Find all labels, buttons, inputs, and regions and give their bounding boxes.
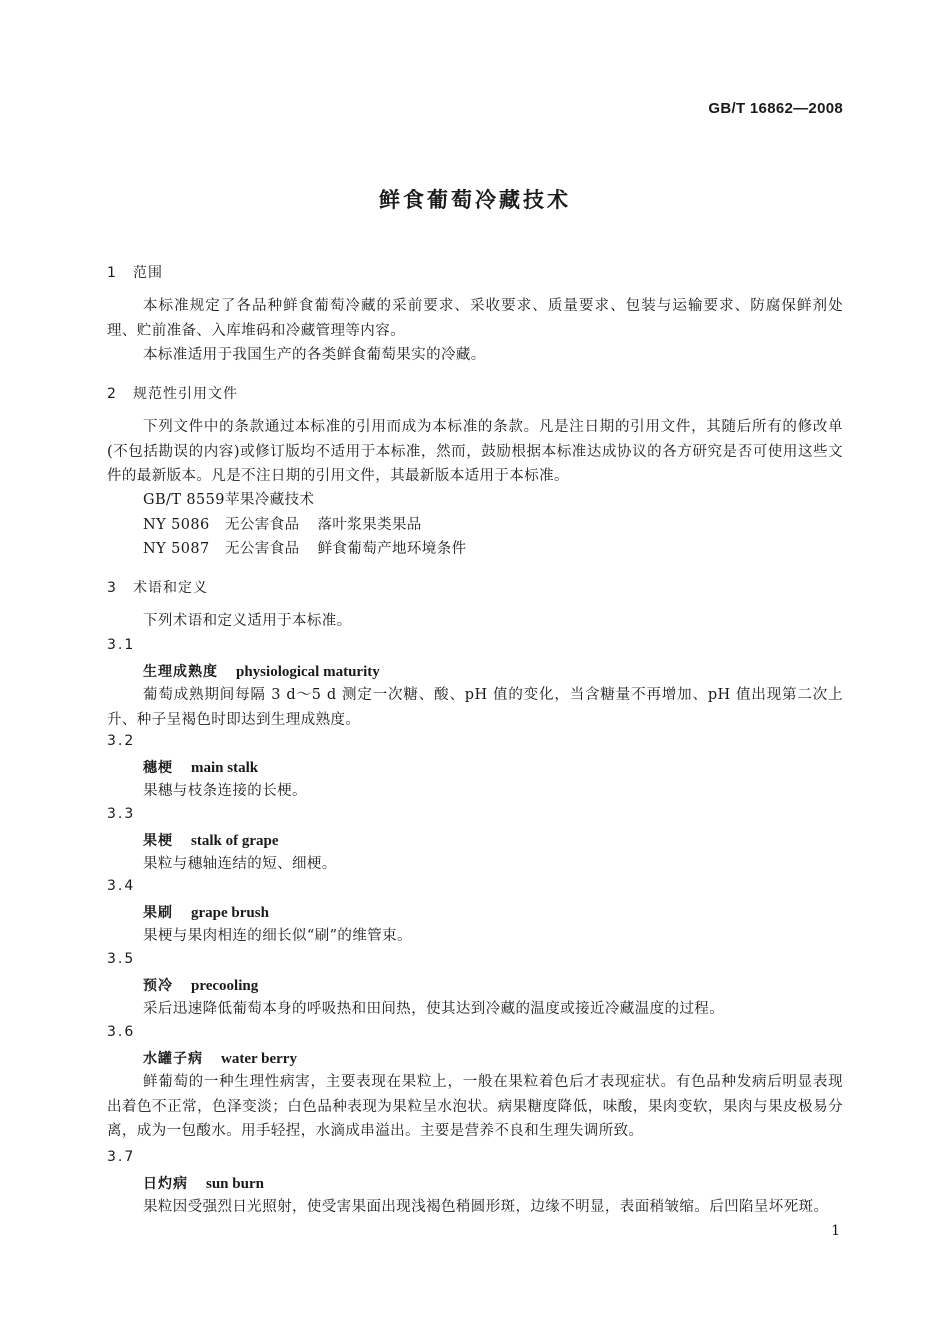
- term-definition: 果粒因受强烈日光照射，使受害果面出现浅褐色稍圆形斑，边缘不明显，表面稍皱缩。后凹陷呈坏死斑。: [143, 1199, 829, 1215]
- reference-item: [143, 513, 422, 534]
- term-en: sun burn: [206, 1176, 264, 1192]
- reference-name: 苹果冷藏技术: [225, 492, 315, 508]
- reference-name: 无公害食品: [225, 541, 300, 557]
- paragraph: 本标准适用于我国生产的各类鲜食葡萄果实的冷藏。: [143, 347, 486, 363]
- paragraph: 下列术语和定义适用于本标准。: [143, 613, 352, 629]
- reference-item: [143, 488, 314, 509]
- clause-number: 3.7: [107, 1149, 136, 1165]
- section-number: 1: [107, 265, 116, 281]
- reference-code: GB/T 8559: [143, 492, 225, 508]
- term-definition: 葡萄成熟期间每隔 3 d～5 d 测定一次糖、酸、pH 值的变化，当含糖量不再增加、pH 值出现第二次上升、种子呈褐色时即达到生理成熟度。: [107, 687, 843, 728]
- term-zh: 水罐子病: [143, 1051, 203, 1067]
- term-en: physiological maturity: [236, 664, 380, 680]
- term-en: precooling: [191, 978, 259, 994]
- term-heading: [143, 902, 269, 922]
- page-number: 1: [831, 1223, 840, 1239]
- clause-number: 3.2: [107, 733, 136, 749]
- reference-item: [143, 537, 467, 558]
- term-zh: 果梗: [143, 833, 173, 849]
- term-zh: 日灼病: [143, 1176, 188, 1192]
- clause-number: 3.5: [107, 951, 136, 967]
- clause-number: 3.6: [107, 1024, 136, 1040]
- term-heading: [143, 1048, 297, 1068]
- reference-name: 鲜食葡萄产地环境条件: [317, 541, 467, 557]
- section-number: 3: [107, 580, 116, 596]
- clause-number: 3.3: [107, 806, 136, 822]
- term-en: main stalk: [191, 760, 259, 776]
- clause-number: 3.4: [107, 878, 136, 894]
- reference-code: NY 5086: [143, 517, 210, 533]
- reference-name: 落叶浆果类果品: [317, 517, 422, 533]
- term-heading: [143, 661, 380, 681]
- section-heading-terms: [107, 577, 208, 597]
- term-definition: 鲜葡萄的一种生理性病害，主要表现在果粒上，一般在果粒着色后才表现症状。有色品种发病后明显表现出着色不正常，色泽变淡；白色品种表现为果粒呈水泡状。病果糖度降低，味酸，果肉变软，果肉与果皮极易分离，成为一包酸水。用手轻捏，水滴成串溢出。主要是营养不良和生理失调所致。: [107, 1074, 843, 1139]
- reference-code: NY 5087: [143, 541, 210, 557]
- term-heading: [143, 1173, 264, 1193]
- term-zh: 预冷: [143, 978, 173, 994]
- term-en: water berry: [221, 1051, 297, 1067]
- section-number: 2: [107, 386, 116, 402]
- term-en: grape brush: [191, 905, 269, 921]
- term-heading: [143, 830, 279, 850]
- clause-number: 3.1: [107, 637, 136, 653]
- section-title: 规范性引用文件: [133, 386, 238, 402]
- term-heading: [143, 975, 258, 995]
- document-title: 鲜食葡萄冷藏技术: [379, 188, 571, 212]
- term-zh: 果刷: [143, 905, 173, 921]
- term-en: stalk of grape: [191, 833, 279, 849]
- term-heading: [143, 757, 258, 777]
- section-heading-scope: [107, 262, 163, 282]
- section-title: 范围: [133, 265, 163, 281]
- term-zh: 生理成熟度: [143, 664, 218, 680]
- paragraph: 下列文件中的条款通过本标准的引用而成为本标准的条款。凡是注日期的引用文件，其随后所有的修改单(不包括勘误的内容)或修订版均不适用于本标准，然而，鼓励根据本标准达成协议的各方研究是否可使用这些文件的最新版本。凡是不注日期的引用文件，其最新版本适用于本标准。: [107, 419, 843, 484]
- section-heading-normative-references: [107, 383, 238, 403]
- term-definition: 果穗与枝条连接的长梗。: [143, 783, 307, 799]
- paragraph: 本标准规定了各品种鲜食葡萄冷藏的采前要求、采收要求、质量要求、包装与运输要求、防腐保鲜剂处理、贮前准备、入库堆码和冷藏管理等内容。: [107, 298, 843, 339]
- term-zh: 穗梗: [143, 760, 173, 776]
- term-definition: 采后迅速降低葡萄本身的呼吸热和田间热，使其达到冷藏的温度或接近冷藏温度的过程。: [143, 1001, 725, 1017]
- reference-name: 无公害食品: [225, 517, 300, 533]
- section-title: 术语和定义: [133, 580, 208, 596]
- term-definition: 果粒与穗轴连结的短、细梗。: [143, 856, 337, 872]
- standard-number: GB/T 16862—2008: [708, 100, 843, 117]
- term-definition: 果梗与果肉相连的细长似“刷”的维管束。: [143, 928, 412, 944]
